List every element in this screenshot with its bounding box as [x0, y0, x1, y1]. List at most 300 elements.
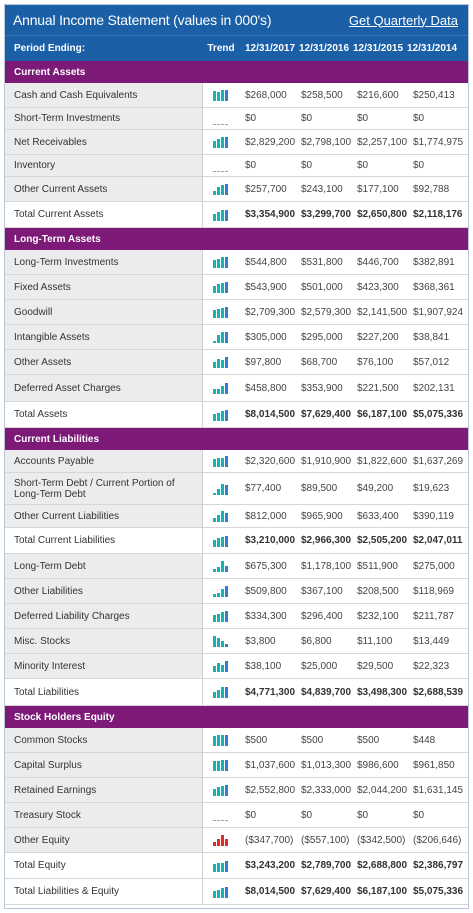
value-cell: $92,788 — [413, 183, 450, 195]
row-label: Misc. Stocks — [5, 629, 203, 653]
total-row — [5, 528, 468, 554]
value-cell: $22,323 — [413, 660, 450, 672]
trend-bar — [217, 171, 220, 172]
value-cell: $2,141,500 — [357, 306, 408, 318]
trend-bar — [213, 341, 216, 343]
trend-bar — [221, 511, 224, 522]
table-row — [5, 275, 468, 300]
trend-sparkbar-icon[interactable] — [203, 356, 239, 368]
value-cell: $216,600 — [357, 89, 399, 101]
value-cell: $76,100 — [357, 356, 394, 368]
value-cell: $1,178,100 — [301, 560, 352, 572]
value-cell: $0 — [413, 809, 425, 821]
trend-bar — [213, 820, 216, 821]
trend-bar — [213, 761, 216, 771]
table-row — [5, 505, 468, 528]
value-cell: $2,829,200 — [245, 136, 296, 148]
value-cell: $0 — [357, 160, 369, 171]
trend-sparkbar-icon[interactable] — [203, 409, 239, 421]
section-header: Stock Holders Equity — [5, 706, 468, 728]
trend-bar — [225, 456, 228, 467]
value-cell: $961,850 — [413, 759, 455, 771]
value-cell: $543,900 — [245, 281, 287, 293]
trend-bar — [213, 594, 216, 597]
trend-sparkbar-icon[interactable] — [203, 635, 239, 647]
value-cell: $1,774,975 — [413, 136, 464, 148]
trend-bar — [221, 90, 224, 101]
trend-sparkbar-icon[interactable] — [203, 660, 239, 672]
value-cell: $544,800 — [245, 256, 287, 268]
trend-bar — [225, 586, 228, 597]
value-cell: $423,300 — [357, 281, 399, 293]
value-cell: $0 — [245, 809, 257, 821]
value-cell: $25,000 — [301, 660, 338, 672]
value-cell: ($557,100) — [301, 834, 350, 846]
trend-sparkbar-icon[interactable] — [203, 331, 239, 343]
trend-bar — [221, 665, 224, 672]
value-cell: $2,320,600 — [245, 455, 296, 467]
section-header: Long-Term Assets — [5, 228, 468, 250]
trend-bar — [213, 842, 216, 846]
value-cell: $1,910,900 — [301, 455, 352, 467]
trend-bar — [217, 663, 220, 672]
trend-sparkbar-icon[interactable] — [203, 560, 239, 572]
value-cell: $812,000 — [245, 510, 287, 522]
table-row — [5, 728, 468, 753]
value-cell: $965,900 — [301, 510, 343, 522]
row-label: Other Current Assets — [5, 177, 203, 201]
value-cell: $232,100 — [357, 610, 399, 622]
table-row — [5, 155, 468, 177]
row-label: Treasury Stock — [5, 803, 203, 827]
trend-sparkbar-icon[interactable] — [203, 585, 239, 597]
row-label: Total Current Liabilities — [5, 528, 203, 553]
value-cell: $243,100 — [301, 183, 343, 195]
period-ending-header: Period Ending: — [14, 43, 86, 54]
value-cell: $77,400 — [245, 483, 282, 494]
value-cell: $6,187,100 — [357, 886, 408, 897]
trend-bar — [221, 360, 224, 368]
statement-table — [5, 61, 468, 905]
value-cell: $446,700 — [357, 256, 399, 268]
trend-bar — [217, 614, 220, 622]
trend-bar — [225, 611, 228, 622]
total-row — [5, 402, 468, 428]
row-label: Goodwill — [5, 300, 203, 324]
value-cell: $0 — [245, 113, 257, 124]
value-cell: $2,386,797 — [413, 860, 464, 871]
trend-bar — [217, 538, 220, 547]
trend-bar — [225, 820, 228, 821]
value-cell: $2,044,200 — [357, 784, 408, 796]
value-cell: $250,413 — [413, 89, 455, 101]
value-cell: $0 — [413, 113, 425, 124]
value-cell: $7,629,400 — [301, 409, 352, 420]
value-cell: $221,500 — [357, 382, 399, 394]
row-label: Common Stocks — [5, 728, 203, 752]
trend-bar — [217, 335, 220, 343]
value-cell: $2,333,000 — [301, 784, 352, 796]
trend-sparkbar-icon[interactable] — [203, 686, 239, 698]
table-row — [5, 325, 468, 350]
trend-bar — [217, 92, 220, 101]
trend-bar — [225, 566, 228, 572]
value-cell: $68,700 — [301, 356, 338, 368]
value-cell: $3,498,300 — [357, 686, 408, 698]
value-cell: ($206,646) — [413, 834, 462, 846]
value-cell: $390,119 — [413, 510, 454, 522]
trend-bar — [225, 661, 228, 672]
value-cell: $500 — [245, 734, 268, 746]
trend-bar — [213, 493, 216, 495]
trend-bar — [217, 389, 220, 394]
trend-bar — [225, 124, 228, 125]
trend-bar — [217, 359, 220, 368]
trend-bar — [221, 760, 224, 771]
value-cell: $6,187,100 — [357, 409, 408, 420]
table-row — [5, 350, 468, 375]
value-cell: $0 — [245, 160, 257, 171]
value-cell: $1,037,600 — [245, 759, 296, 771]
trend-bar — [221, 210, 224, 221]
table-row — [5, 83, 468, 108]
total-row — [5, 853, 468, 879]
value-cell: $0 — [301, 113, 313, 124]
trend-sparkbar-icon[interactable] — [203, 886, 239, 898]
trend-bar — [221, 561, 224, 572]
trend-bar — [217, 839, 220, 846]
trend-sparkbar-icon[interactable] — [203, 136, 239, 148]
trend-bar — [225, 785, 228, 796]
value-cell: $38,100 — [245, 660, 282, 672]
trend-sparkbar-icon[interactable] — [203, 281, 239, 293]
trend-bar — [225, 887, 228, 898]
trend-bar — [213, 91, 216, 101]
trend-bar — [213, 459, 216, 467]
value-cell: $3,800 — [245, 635, 276, 647]
row-label: Deferred Asset Charges — [5, 375, 203, 401]
trend-bar — [221, 171, 224, 172]
value-cell: $177,100 — [357, 183, 399, 195]
trend-bar — [225, 332, 228, 343]
value-cell: ($347,700) — [245, 834, 294, 846]
trend-bar — [225, 485, 228, 495]
table-row — [5, 473, 468, 505]
value-cell: $7,629,400 — [301, 886, 352, 897]
value-cell: $13,449 — [413, 635, 450, 647]
value-cell: $4,771,300 — [245, 686, 296, 698]
value-cell: $458,800 — [245, 382, 287, 394]
value-cell: $257,700 — [245, 183, 287, 195]
statement-title: Annual Income Statement (values in 000's) — [13, 12, 272, 28]
table-row — [5, 604, 468, 629]
table-row — [5, 828, 468, 853]
table-row — [5, 778, 468, 803]
trend-sparkbar-icon[interactable] — [203, 382, 239, 394]
row-label: Long-Term Investments — [5, 250, 203, 274]
value-cell: $6,800 — [301, 635, 332, 647]
trend-bar — [213, 891, 216, 898]
trend-bar — [213, 636, 216, 647]
value-cell: $3,354,900 — [245, 209, 296, 220]
row-label: Accounts Payable — [5, 450, 203, 472]
value-cell: $5,075,336 — [413, 886, 464, 897]
trend-bar — [217, 139, 220, 148]
value-cell: $227,200 — [357, 331, 399, 343]
trend-bar — [217, 489, 220, 495]
row-label: Fixed Assets — [5, 275, 203, 299]
trend-bar — [217, 212, 220, 221]
trend-bar — [221, 786, 224, 796]
value-cell: $509,800 — [245, 585, 287, 597]
trend-sparkbar-icon[interactable] — [203, 510, 239, 522]
value-cell: $1,637,269 — [413, 455, 464, 467]
trend-bar — [213, 141, 216, 148]
trend-bar — [221, 124, 224, 125]
section-header: Current Assets — [5, 61, 468, 83]
trend-sparkbar-icon[interactable] — [203, 809, 239, 821]
row-label: Other Current Liabilities — [5, 505, 203, 527]
trend-sparkbar-icon[interactable] — [203, 834, 239, 846]
trend-bar — [225, 90, 228, 101]
row-label: Total Liabilities — [5, 679, 203, 705]
value-cell: $367,100 — [301, 585, 343, 597]
year-header: 12/31/2014 — [407, 43, 458, 54]
section-header: Current Liabilities — [5, 428, 468, 450]
trend-sparkbar-icon[interactable] — [203, 183, 239, 195]
total-row — [5, 202, 468, 228]
trend-bar — [213, 310, 216, 318]
value-cell: $2,966,300 — [301, 535, 352, 546]
trend-bar — [217, 593, 220, 597]
trend-bar — [213, 666, 216, 672]
trend-bar — [213, 214, 216, 221]
trend-bar — [213, 518, 216, 522]
value-cell: $8,014,500 — [245, 409, 296, 420]
trend-bar — [213, 692, 216, 698]
year-header: 12/31/2017 — [245, 43, 296, 54]
trend-bar — [217, 413, 220, 421]
trend-bar — [221, 888, 224, 898]
trend-bar — [225, 513, 228, 522]
row-label: Cash and Cash Equivalents — [5, 83, 203, 107]
trend-bar — [217, 284, 220, 293]
value-cell: $38,841 — [413, 331, 450, 343]
value-cell: $2,552,800 — [245, 784, 296, 796]
row-label: Total Equity — [5, 853, 203, 878]
value-cell: $118,969 — [413, 585, 454, 597]
trend-bar — [221, 458, 224, 467]
row-label: Deferred Liability Charges — [5, 604, 203, 628]
table-row — [5, 130, 468, 155]
title-bar — [5, 5, 468, 35]
trend-bar — [225, 760, 228, 771]
value-cell: $8,014,500 — [245, 886, 296, 897]
trend-bar — [217, 309, 220, 318]
table-row — [5, 300, 468, 325]
value-cell: $1,631,145 — [413, 784, 464, 796]
value-cell: $2,789,700 — [301, 860, 352, 871]
trend-bar — [217, 567, 220, 572]
trend-bar — [221, 589, 224, 597]
trend-bar — [213, 569, 216, 572]
row-label: Total Assets — [5, 402, 203, 427]
value-cell: $49,200 — [357, 483, 394, 494]
value-cell: $305,000 — [245, 331, 287, 343]
value-cell: $295,000 — [301, 331, 343, 343]
trend-bar — [217, 187, 220, 195]
trend-bar — [221, 687, 224, 698]
trend-bar — [221, 283, 224, 293]
trend-bar — [221, 537, 224, 547]
trend-sparkbar-icon[interactable] — [203, 160, 239, 172]
row-label: Total Current Assets — [5, 202, 203, 227]
trend-sparkbar-icon[interactable] — [203, 860, 239, 872]
table-row — [5, 753, 468, 778]
value-cell: $368,361 — [413, 281, 455, 293]
trend-bar — [213, 362, 216, 368]
trend-bar — [213, 286, 216, 293]
trend-sparkbar-icon[interactable] — [203, 455, 239, 467]
value-cell: $2,505,200 — [357, 535, 408, 546]
table-row — [5, 629, 468, 654]
value-cell: $501,000 — [301, 281, 343, 293]
year-header: 12/31/2015 — [353, 43, 404, 54]
value-cell: $353,900 — [301, 382, 343, 394]
trend-sparkbar-icon[interactable] — [203, 209, 239, 221]
trend-bar — [225, 171, 228, 172]
trend-sparkbar-icon[interactable] — [203, 306, 239, 318]
value-cell: $3,210,000 — [245, 535, 296, 546]
trend-bar — [217, 735, 220, 746]
trend-bar — [213, 864, 216, 872]
trend-bar — [217, 890, 220, 898]
quarterly-data-link[interactable]: Get Quarterly Data — [348, 12, 458, 28]
value-cell: $1,013,300 — [301, 759, 352, 771]
row-label: Other Assets — [5, 350, 203, 374]
trend-sparkbar-icon[interactable] — [203, 535, 239, 547]
value-cell: $2,118,176 — [413, 209, 463, 220]
value-cell: $334,300 — [245, 610, 287, 622]
trend-bar — [221, 863, 224, 872]
value-cell: $448 — [413, 734, 436, 746]
trend-bar — [225, 861, 228, 872]
table-row — [5, 654, 468, 679]
column-header-row — [5, 35, 468, 61]
table-row — [5, 250, 468, 275]
trend-bar — [213, 736, 216, 746]
row-label: Retained Earnings — [5, 778, 203, 802]
trend-bar — [217, 638, 220, 647]
trend-bar — [217, 515, 220, 522]
value-cell: ($342,500) — [357, 834, 406, 846]
value-cell: $500 — [357, 734, 380, 746]
trend-bar — [221, 257, 224, 268]
trend-bar — [213, 260, 216, 268]
value-cell: $500 — [301, 734, 324, 746]
value-cell: $208,500 — [357, 585, 399, 597]
value-cell: $2,047,011 — [413, 535, 463, 546]
trend-bar — [217, 761, 220, 771]
trend-bar — [225, 839, 228, 846]
trend-bar — [225, 137, 228, 148]
trend-bar — [225, 644, 228, 647]
trend-bar — [217, 863, 220, 872]
value-cell: $511,900 — [357, 560, 398, 572]
trend-bar — [217, 690, 220, 698]
trend-bar — [213, 789, 216, 796]
value-cell: $4,839,700 — [301, 686, 352, 698]
value-cell: $2,650,800 — [357, 209, 408, 220]
trend-sparkbar-icon[interactable] — [203, 483, 239, 495]
trend-bar — [225, 184, 228, 195]
table-row — [5, 554, 468, 579]
trend-bar — [221, 185, 224, 195]
row-label: Capital Surplus — [5, 753, 203, 777]
value-cell: $275,000 — [413, 560, 455, 572]
trend-bar — [221, 835, 224, 846]
trend-bar — [213, 191, 216, 195]
value-cell: $2,709,300 — [245, 306, 296, 318]
trend-bar — [217, 787, 220, 796]
trend-sparkbar-icon[interactable] — [203, 89, 239, 101]
trend-bar — [225, 536, 228, 547]
trend-sparkbar-icon[interactable] — [203, 759, 239, 771]
trend-bar — [225, 210, 228, 221]
trend-bar — [225, 383, 228, 394]
value-cell: $89,500 — [301, 483, 338, 494]
trend-bar — [221, 386, 224, 394]
trend-bar — [213, 389, 216, 394]
value-cell: $1,907,924 — [413, 306, 464, 318]
trend-bar — [221, 484, 224, 495]
value-cell: $2,688,800 — [357, 860, 408, 871]
row-label: Other Liabilities — [5, 579, 203, 603]
trend-sparkbar-icon[interactable] — [203, 113, 239, 125]
value-cell: $2,688,539 — [413, 686, 464, 698]
trend-bar — [225, 410, 228, 421]
trend-bar — [225, 307, 228, 318]
trend-bar — [225, 687, 228, 698]
row-label: Minority Interest — [5, 654, 203, 678]
trend-bar — [221, 612, 224, 622]
value-cell: $986,600 — [357, 759, 399, 771]
value-cell: $633,400 — [357, 510, 399, 522]
trend-sparkbar-icon[interactable] — [203, 734, 239, 746]
row-label: Short-Term Investments — [5, 108, 203, 129]
trend-bar — [217, 259, 220, 268]
trend-bar — [213, 540, 216, 547]
value-cell: $0 — [413, 160, 425, 171]
table-row — [5, 579, 468, 604]
row-label: Other Equity — [5, 828, 203, 852]
value-cell: $97,800 — [245, 356, 282, 368]
value-cell: $11,100 — [357, 635, 393, 647]
trend-bar — [221, 411, 224, 421]
trend-sparkbar-icon[interactable] — [203, 610, 239, 622]
year-header: 12/31/2016 — [299, 43, 350, 54]
trend-sparkbar-icon[interactable] — [203, 256, 239, 268]
trend-bar — [225, 282, 228, 293]
trend-bar — [225, 257, 228, 268]
trend-bar — [221, 641, 224, 647]
trend-bar — [217, 124, 220, 125]
value-cell: $211,787 — [413, 610, 454, 622]
trend-bar — [221, 820, 224, 821]
trend-sparkbar-icon[interactable] — [203, 784, 239, 796]
value-cell: $268,000 — [245, 89, 287, 101]
value-cell: $0 — [357, 113, 369, 124]
